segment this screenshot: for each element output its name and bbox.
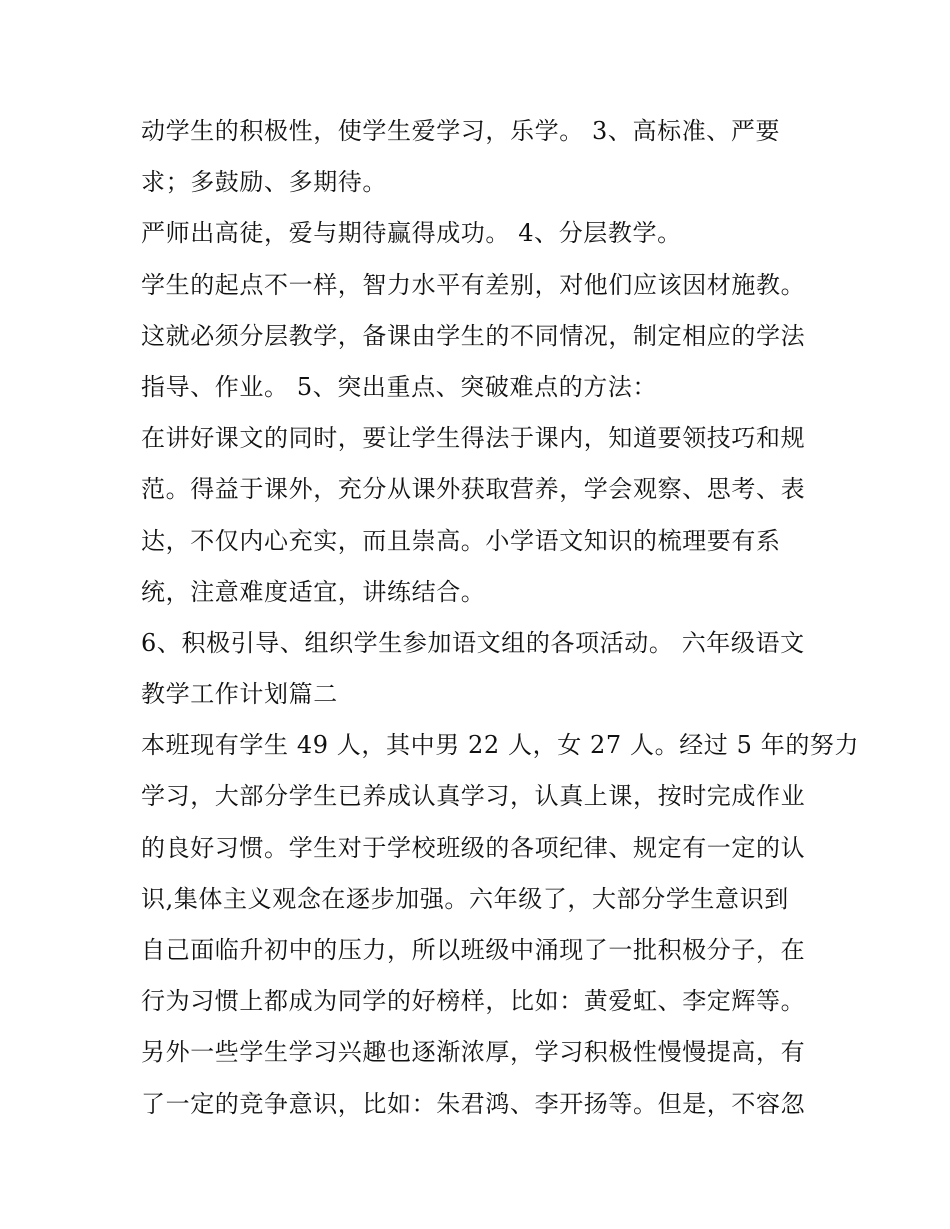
text-line: 识,集体主义观念在逐步加强。六年级了，大部分学生意识到 — [141, 884, 789, 913]
text-line: 达，不仅内心充实，而且崇高。小学语文知识的梳理要有系 — [141, 526, 781, 555]
text-line: 另外一些学生学习兴趣也逐渐浓厚，学习积极性慢慢提高，有 — [141, 1038, 806, 1067]
text-line: 求；多鼓励、多期待。 — [141, 168, 387, 197]
text-line: 行为习惯上都成为同学的好榜样，比如：黄爱虹、李定辉等。 — [141, 987, 806, 1016]
text-line: 本班现有学生 49 人，其中男 22 人，女 27 人。经过 5 年的努力 — [141, 731, 860, 760]
text-line: 在讲好课文的同时，要让学生得法于课内，知道要领技巧和规 — [141, 424, 806, 453]
text-line: 学生的起点不一样，智力水平有差别，对他们应该因材施教。 — [141, 270, 806, 299]
text-line: 了一定的竞争意识，比如：朱君鸿、李开扬等。但是，不容忽 — [141, 1089, 806, 1118]
document-body — [141, 107, 860, 1131]
text-line: 范。得益于课外，充分从课外获取营养，学会观察、思考、表 — [141, 475, 806, 504]
text-line: 6、积极引导、组织学生参加语文组的各项活动。 六年级语文 — [141, 628, 805, 657]
text-line: 严师出高徒，爱与期待赢得成功。 4、分层教学。 — [141, 219, 682, 248]
text-line: 这就必须分层教学，备课由学生的不同情况，制定相应的学法 — [141, 321, 806, 350]
text-line: 指导、作业。 5、突出重点、突破难点的方法： — [141, 372, 658, 401]
text-line: 的良好习惯。学生对于学校班级的各项纪律、规定有一定的认 — [141, 833, 806, 862]
text-line: 自己面临升初中的压力，所以班级中涌现了一批积极分子，在 — [141, 936, 806, 964]
section-title-line: 教学工作计划篇二 — [141, 680, 338, 709]
text-line: 学习，大部分学生已养成认真学习，认真上课，按时完成作业 — [141, 782, 806, 811]
text-line: 动学生的积极性，使学生爱学习，乐学。 3、高标准、严要 — [141, 117, 781, 145]
text-line: 统，注意难度适宜，讲练结合。 — [141, 577, 486, 606]
